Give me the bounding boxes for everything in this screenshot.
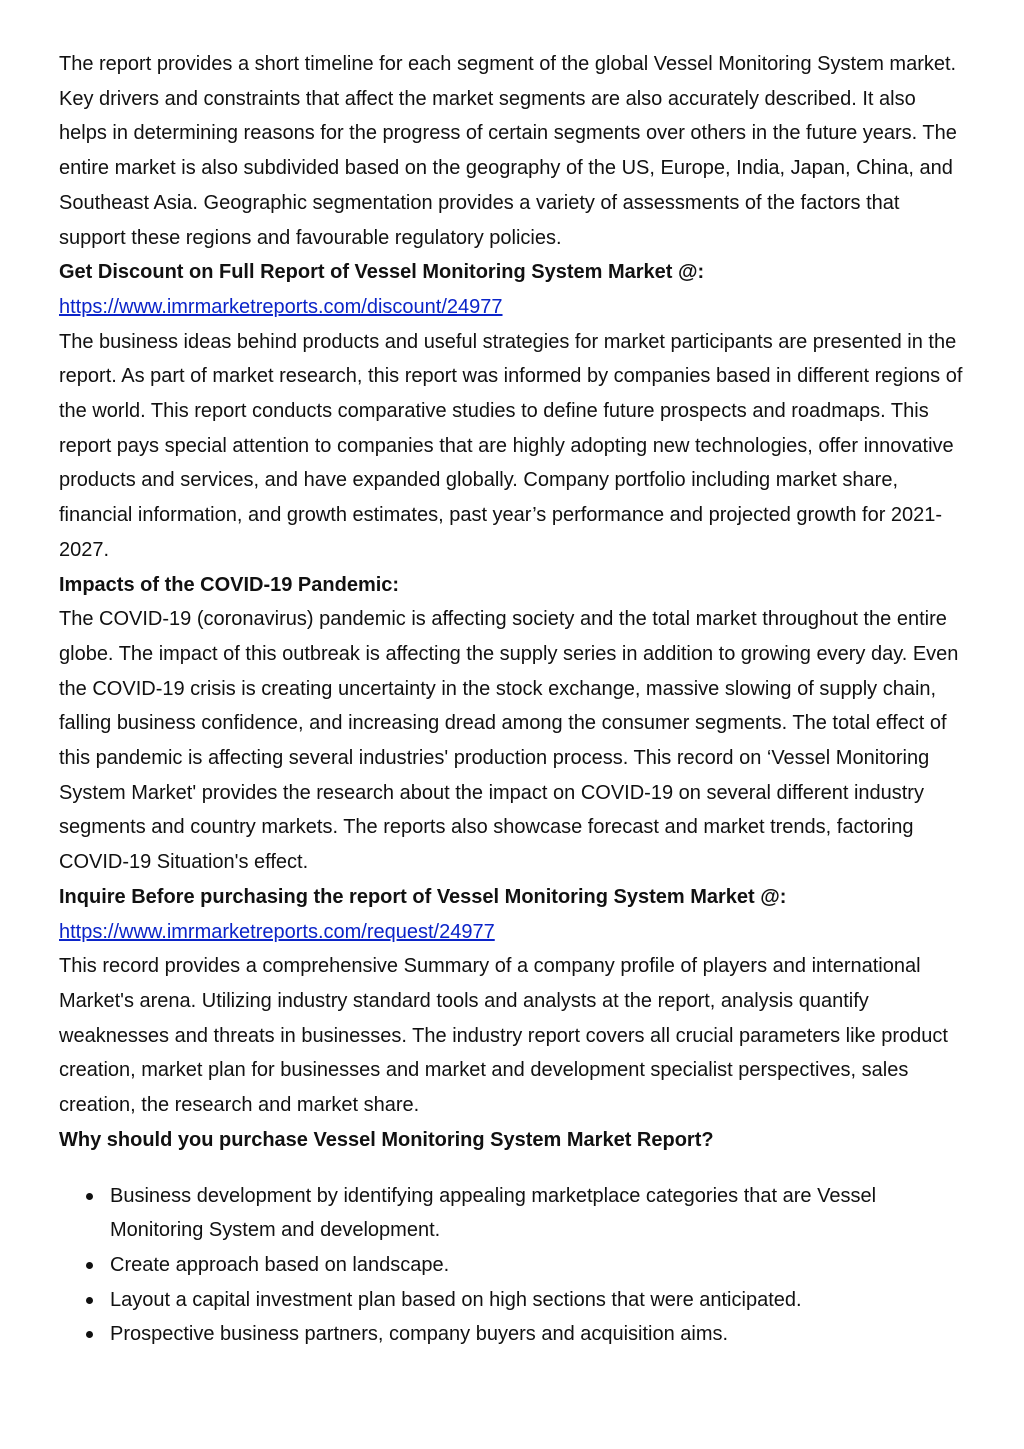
bullet-icon — [86, 1331, 93, 1338]
inquire-link[interactable]: https://www.imrmarketreports.com/request/24977 — [59, 920, 495, 943]
heading-inquire: Inquire Before purchasing the report of Vessel Monitoring System Market @: — [59, 885, 787, 908]
list-item — [59, 1317, 969, 1352]
document-page — [59, 47, 969, 1352]
heading-discount: Get Discount on Full Report of Vessel Monitoring System Market @: — [59, 261, 705, 284]
bullet-icon — [86, 1193, 93, 1200]
paragraph-company-profile: This record provides a comprehensive Summary of a company profile of players and international Market's arena. Utilizing industry standard tools and analysts at the report, analysis quantify weaknesses and threats in businesses. The industry report covers all crucial parameters like product creation, market plan for businesses and market and development specialist perspectives, sales creation, the research and market share. — [59, 955, 948, 1117]
list-item — [59, 1179, 969, 1248]
list-item-text: Create approach based on landscape. — [110, 1253, 450, 1276]
list-item-text: Prospective business partners, company buyers and acquisition aims. — [110, 1323, 729, 1346]
bullet-icon — [86, 1262, 93, 1269]
paragraph-business-ideas: The business ideas behind products and useful strategies for market participants are presented in the report. As part of market research, this report was informed by companies based in different regions of the world. This report conducts comparative studies to define future prospects and roadmaps. This report pays special attention to companies that are highly adopting new technologies, offer innovative products and services, and have expanded globally. Company portfolio including market share, financial information, and growth estimates, past year’s performance and projected growth for 2021-2027. — [59, 330, 963, 561]
bullet-icon — [86, 1297, 93, 1304]
paragraph-covid: The COVID-19 (coronavirus) pandemic is affecting society and the total market throughout the entire globe. The impact of this outbreak is affecting the supply series in addition to growing every day. Even the COVID-19 crisis is creating uncertainty in the stock exchange, massive slowing of supply chain, falling business confidence, and increasing dread among the consumer segments. The total effect of this pandemic is affecting several industries' production process. This record on ‘Vessel Monitoring System Market' provides the research about the impact on COVID-19 on several different industry segments and country markets. The reports also showcase forecast and market trends, factoring COVID-19 Situation's effect. — [59, 608, 959, 874]
list-item-text: Business development by identifying appealing marketplace categories that are Vessel Monitoring System and development. — [110, 1184, 877, 1242]
list-item — [59, 1248, 969, 1283]
paragraph-report-overview: The report provides a short timeline for each segment of the global Vessel Monitoring System market. Key drivers and constraints that affect the market segments are also accurately described. It also helps in determining reasons for the progress of certain segments over others in the future years. The entire market is also subdivided based on the geography of the US, Europe, India, Japan, China, and Southeast Asia. Geographic segmentation provides a variety of assessments of the factors that support these regions and favourable regulatory policies. — [59, 53, 957, 249]
heading-covid-impacts: Impacts of the COVID-19 Pandemic: — [59, 573, 400, 596]
heading-why-purchase: Why should you purchase Vessel Monitoring System Market Report? — [59, 1128, 714, 1151]
list-item-text: Layout a capital investment plan based on high sections that were anticipated. — [110, 1288, 802, 1311]
list-item — [59, 1283, 969, 1318]
discount-link[interactable]: https://www.imrmarketreports.com/discount/24977 — [59, 295, 503, 318]
reasons-list — [59, 1179, 969, 1353]
